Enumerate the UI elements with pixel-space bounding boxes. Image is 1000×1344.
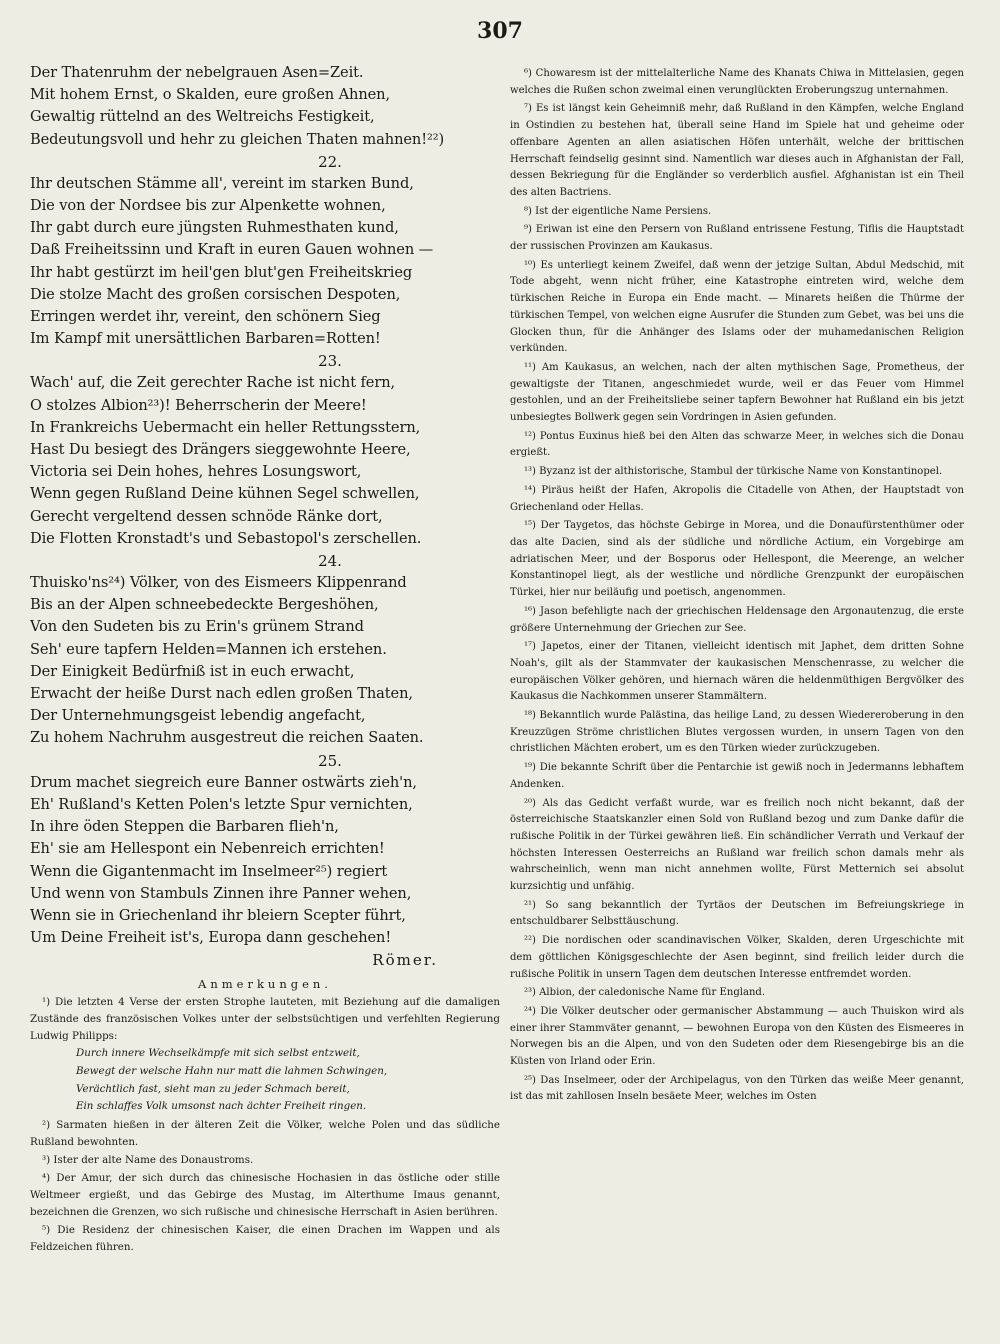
verse-line: Der Einigkeit Bedürfniß ist in euch erwacht, [30, 662, 355, 680]
footnote: ¹⁴) Piräus heißt der Hafen, Akropolis die Citadelle von Athen, der Hauptstadt von Griechenland oder Hellas. [510, 484, 964, 513]
footnote: ²⁵) Das Inselmeer, oder der Archipelagus, von den Türken das weiße Meer genannt, ist das mit zahllosen Inseln besäete Meer, welches im Osten [510, 1074, 964, 1103]
verse-line: Erwacht der heiße Durst nach edlen großen Thaten, [30, 685, 413, 703]
footnote: ¹⁵) Der Taygetos, das höchste Gebirge in Morea, und die Donaufürstenthümer oder das alte Dacien, sind als der südliche und nördliche Actium, ein Vorgebirge am adriatischen Meer, und der Bosporus oder Hellespont, die Meerenge, an welcher Konstantinopel liegt, als der westliche und nördliche Grenzpunkt der europäischen Türkei, hier nur beiläufig und poetisch, angenommen. [510, 520, 964, 599]
footnote: ¹⁰) Es unterliegt keinem Zweifel, daß wenn der jetzige Sultan, Abdul Medschid, mit Tode abgeht, wenn nicht früher, eine Katastrophe eintreten wird, welche dem türkischen Reiche in Europa ein Ende macht. — Minarets heißen die Thürme der türkischen Tempel, von welchen eigne Ausrufer die Stunden zum Gebet, was bei uns die Glocken thun, für die Anhänger des Islams oder der muhamedanischen Religion verkünden. [510, 259, 964, 355]
footnote: ²³) Albion, der caledonische Name für England. [524, 987, 766, 999]
verse-line: Wenn die Gigantenmacht im Inselmeer²⁵) regiert [30, 862, 388, 880]
verse-line: Und wenn von Stambuls Zinnen ihre Panner wehen, [30, 884, 412, 902]
footnote: ¹²) Pontus Euxinus hieß bei den Alten das schwarze Meer, in welches sich die Donau ergießt. [510, 430, 964, 459]
footnote: ⁸) Ist der eigentliche Name Persiens. [524, 205, 712, 217]
verse-line: Die Flotten Kronstadt's und Sebastopol's zerschellen. [30, 529, 422, 547]
verse-line: O stolzes Albion²³)! Beherrscherin der Meere! [30, 396, 367, 414]
right-notes [510, 66, 964, 1106]
verse-line: Um Deine Freiheit ist's, Europa dann geschehen! [30, 929, 392, 947]
verse-line: Der Thatenruhm der nebelgrauen Asen=Zeit. [30, 64, 364, 81]
verse-line: In ihre öden Steppen die Barbaren flieh'n, [30, 818, 339, 836]
footnote: ⁶) Chowaresm ist der mittelalterliche Name des Khanats Chiwa in Mittelasien, gegen welches die Rußen schon zweimal einen verunglückten Eroberungszug unternahmen. [510, 68, 964, 96]
footnote: ⁹) Eriwan ist eine den Persern von Rußland entrissene Festung, Tiflis die Hauptstadt der russischen Provinzen am Kaukasus. [510, 224, 964, 253]
footnote: ¹) Die letzten 4 Verse der ersten Strophe lauteten, mit Beziehung auf die damaligen Zustände des französischen Volkes unter der selbstsüchtigen und verfehlten Regierung Ludwig Philipps: [30, 996, 500, 1043]
verse-line: Eh' sie am Hellespont ein Nebenreich errichten! [30, 840, 385, 858]
footnote: ³) Ister der alte Name des Donaustroms. [42, 1153, 254, 1166]
verse-line: Im Kampf mit unersättlichen Barbaren=Rotten! [30, 330, 381, 348]
footnote: ¹⁸) Bekanntlich wurde Palästina, das heilige Land, zu dessen Wiedereroberung in den Kreuzzügen Ströme christlichen Blutes vergossen wurden, in unsern Tagen von den christlichen Mächten erobert, um es den Türken wieder zurückzugeben. [510, 710, 964, 755]
verse-line: Wenn gegen Rußland Deine kühnen Segel schwellen, [30, 485, 420, 503]
page-number: 307 [477, 18, 523, 44]
footnote: ¹³) Byzanz ist der althistorische, Stambul der türkische Name von Konstantinopel. [524, 466, 943, 478]
verse-line: Drum machet siegreich eure Banner ostwärts zieh'n, [30, 773, 417, 791]
verse-line: Zu hohem Nachruhm ausgestreut die reichen Saaten. [30, 729, 424, 747]
verse-line: Gewaltig rüttelnd an des Weltreichs Festigkeit, [30, 108, 375, 126]
footnote: ¹¹) Am Kaukasus, an welchen, nach der alten mythischen Sage, Prometheus, der gewaltigste der Titanen, angeschmiedet wurde, weil er das Feuer vom Himmel gestohlen, und an der Freiheitsliebe seiner tapfern Bewohner hat Rußland ein bis jetzt unbesiegtes Bollwerk gegen sein Vordringen in Asien gefunden. [510, 361, 964, 424]
stanza [30, 151, 500, 351]
notes-column [510, 66, 964, 1108]
poem-intro [30, 62, 500, 151]
stanza [30, 350, 500, 550]
verse-line: Victoria sei Dein hohes, hehres Losungswort, [30, 463, 362, 481]
quoted-verse: Durch innere Wechselkämpfe mit sich selbst entzweit, [76, 1047, 360, 1060]
verse-line: Von den Sudeten bis zu Erin's grünem Strand [30, 618, 364, 636]
verse-line: Ihr gabt durch eure jüngsten Ruhmesthaten kund, [30, 219, 399, 237]
footnote: ¹⁶) Jason befehligte nach der griechischen Heldensage den Argonautenzug, die erste größere Unternehmung der Griechen zur See. [510, 605, 964, 634]
quoted-verse: Verächtlich fast, sieht man zu jeder Schmach bereit, [76, 1082, 350, 1095]
footnote: ⁷) Es ist längst kein Geheimniß mehr, daß Rußland in den Kämpfen, welche England in Ostindien zu bestehen hat, überall seine Hand im Spiele hat und geheime oder offenbare Agenten an allen asiatischen Höfen unterhält, welche der brittischen Herrschaft feindselig gesinnt sind. Namentlich war dieses auch in Afghanistan der Fall, dessen Bekriegung für die Engländer so verderblich ausfiel. Afghanistan ist ein Theil des alten Bactriens. [510, 103, 964, 198]
verse-line: Wenn sie in Griechenland ihr bleiern Scepter führt, [30, 906, 406, 924]
stanza [30, 750, 500, 950]
poem-column [30, 62, 500, 1256]
footnote: ²⁰) Als das Gedicht verfaßt wurde, war es freilich noch nicht bekannt, daß der österreichische Staatskanzler einen Sold von Rußland bezog und zum Danke dafür die rußische Politik in der Türkei gewähren ließ. Ein schändlicher Verrath und Verkauf der höchsten Interessen Oesterreichs an Rußland war freilich schon damals mehr als wahrscheinlich, wenn man nicht annehmen wollte, Fürst Metternich sei absolut kurzsichtig und unfähig. [510, 797, 964, 893]
verse-line: In Frankreichs Uebermacht ein heller Rettungsstern, [30, 418, 421, 436]
poem-author: Römer. [372, 951, 438, 970]
verse-line: Ihr deutschen Stämme all', vereint im starken Bund, [30, 174, 414, 192]
quoted-verse: Bewegt der welsche Hahn nur matt die lahmen Schwingen, [76, 1064, 388, 1077]
notes-heading: Anmerkungen. [198, 977, 332, 992]
verse-line: Hast Du besiegt des Drängers sieggewohnte Heere, [30, 441, 411, 459]
verse-line: Eh' Rußland's Ketten Polen's letzte Spur vernichten, [30, 795, 413, 813]
stanza-number: 25. [318, 751, 342, 770]
stanza [30, 550, 500, 750]
footnote: ¹⁷) Japetos, einer der Titanen, vielleicht identisch mit Japhet, dem dritten Sohne Noah's, gilt als der Stammvater der kaukasischen Menschenrasse, zu welcher die europäischen Völker gehören, und hiernach wären die heldenmüthigen Bergvölker des Kaukasus die Nachkommen unserer Stammältern. [510, 641, 964, 703]
footnote: ²¹) So sang bekanntlich der Tyrtäos der Deutschen im Befreiungskriege in entschuldbarer Selbsttäuschung. [510, 899, 964, 928]
left-notes [30, 994, 500, 1255]
verse-line: Seh' eure tapfern Helden=Mannen ich erstehen. [30, 640, 387, 658]
verse-line: Wach' auf, die Zeit gerechter Rache ist nicht fern, [30, 374, 396, 392]
verse-line: Bedeutungsvoll und hehr zu gleichen Thaten mahnen!²²) [30, 130, 445, 148]
verse-line: Daß Freiheitssinn und Kraft in euren Gauen wohnen — [30, 241, 434, 259]
verse-line: Der Unternehmungsgeist lebendig angefacht, [30, 707, 366, 725]
verse-line: Erringen werdet ihr, vereint, den schönern Sieg [30, 308, 381, 326]
footnote: ⁵) Die Residenz der chinesischen Kaiser, die einen Drachen im Wappen und als Feldzeichen führen. [30, 1223, 500, 1253]
footnote: ²⁴) Die Völker deutscher oder germanischer Abstammung — auch Thuiskon wird als einer ihrer Stammväter genannt, — bewohnen Europa von den Küsten des Eismeeres in Norwegen bis an die Alpen, und von den Sudeten oder dem Riesengebirge bis an die Küsten von Irland oder Erin. [510, 1005, 964, 1068]
verse-line: Die stolze Macht des großen corsischen Despoten, [30, 285, 401, 303]
footnote: ⁴) Der Amur, der sich durch das chinesische Hochasien in das östliche oder stille Weltmeer ergießt, und das Gebirge des Mustag, im Alterthume Imaus genannt, bezeichnen die Grenzen, wo sich rußische und chinesische Herrschaft in Asien berühren. [30, 1171, 500, 1218]
verse-line: Gerecht vergeltend dessen schnöde Ränke dort, [30, 507, 383, 525]
verse-line: Ihr habt gestürzt im heil'gen blut'gen Freiheitskrieg [30, 263, 413, 281]
footnote: ²²) Die nordischen oder scandinavischen Völker, Skalden, deren Urgeschichte mit dem göttlichen Königsgeschlechte der Asen beginnt, sind freilich leider durch die rußische Politik in unsern Tagen dem deutschen Interesse entfremdet worden. [510, 935, 964, 980]
footnote: ²) Sarmaten hießen in der älteren Zeit die Völker, welche Polen und das südliche Rußland bewohnten. [30, 1118, 500, 1148]
stanza-number: 22. [318, 152, 342, 171]
quoted-verse: Ein schlaffes Volk umsonst nach ächter Freiheit ringen. [76, 1100, 367, 1113]
verse-line: Mit hohem Ernst, o Skalden, eure großen Ahnen, [30, 86, 390, 104]
footnote: ¹⁹) Die bekannte Schrift über die Pentarchie ist gewiß noch in Jedermanns lebhaftem Andenken. [510, 762, 964, 790]
verse-line: Die von der Nordsee bis zur Alpenkette wohnen, [30, 197, 386, 215]
poem-stanzas [30, 151, 500, 950]
stanza-number: 23. [318, 352, 342, 371]
stanza-number: 24. [318, 552, 342, 571]
verse-line: Thuisko'ns²⁴) Völker, von des Eismeers Klippenrand [30, 574, 407, 592]
verse-line: Bis an der Alpen schneebedeckte Bergeshöhen, [30, 596, 379, 614]
